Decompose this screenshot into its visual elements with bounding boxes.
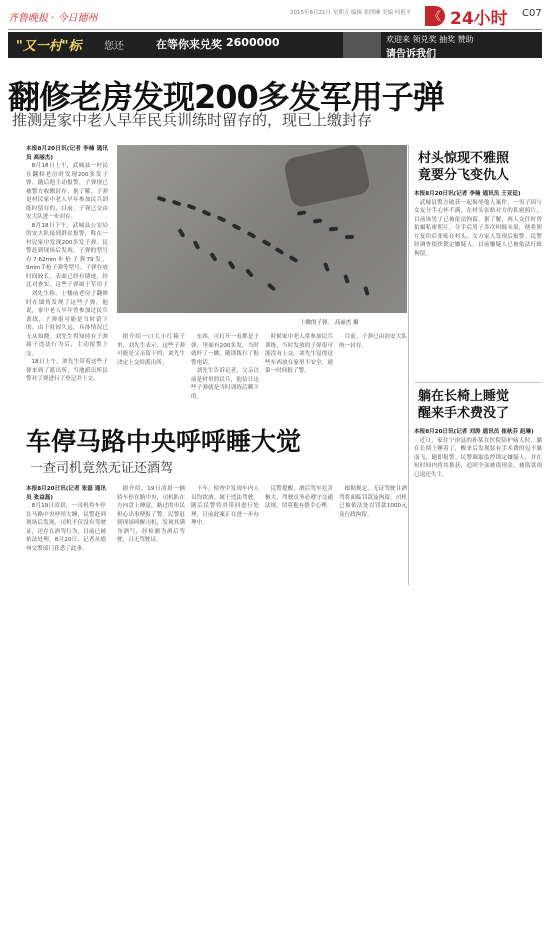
sidebar-rule: [414, 382, 542, 383]
article2-paragraph: 8月19日凌晨，一司机将车停在马路中央呼呼大睡，民警赶到现场后发现，司机不仅没有驾驶证，还存在酒驾行为，目前已被依法处理。8月20日，记者从德州交警部门获悉了此事。: [26, 503, 106, 552]
ad-amount: 2600000: [226, 36, 280, 49]
main-column-4: [191, 333, 259, 401]
side2-paragraph: 近日，家住宁津县的孙某在医院陪护病人时，躺在长椅上睡着了，醒来后发现装有手术费的包不翼而飞，随即报警。民警调取监控锁定嫌疑人，并在短时间内将其抓获，追回全部被盗现金，被盗款项已退还失主。: [414, 437, 542, 478]
page-header: [0, 0, 550, 30]
ad-brand: "又一村"标: [16, 39, 82, 54]
article2-column-4: [265, 485, 333, 585]
side1-headline-line1: 村头惊现不雅照: [418, 151, 510, 166]
ad-banner[interactable]: [8, 32, 542, 58]
main-subhead: 推测是家中老人早年民兵训练时留存的，现已上缴封存: [12, 111, 373, 129]
photo-caption: 上缴的子弹。 高丽杰 摄: [300, 320, 359, 326]
main-paragraph: 刘先生告诉记者，父亲以前是村里的民兵，他估计这些子弹就是当时训练后剩下的。: [191, 368, 259, 400]
main-column-2: [26, 290, 108, 408]
section-title: 24小时: [450, 9, 508, 29]
section-mark-icon: 《: [425, 6, 445, 26]
side2-body: [414, 428, 542, 585]
ad-tagline: 在等你来兑奖: [156, 38, 222, 51]
issue-meta: 2015年8月21日 星期五 编辑 张晓琳 美编 何艳平: [290, 10, 412, 16]
article2-byline: 本报8月20日讯(记者 张磊 通讯员 张益磊): [26, 486, 106, 501]
main-headline: 翻修老房发现200多发军用子弹: [8, 78, 444, 116]
header-rule: [8, 29, 542, 30]
side1-body: [414, 190, 542, 374]
main-paragraph: 18日上午，刘先生带着这些子弹来到了派出所，当地派出所民警对子弹进行了登记并上交。: [26, 359, 108, 382]
newspaper-brand: 齐鲁晚报 · 今日德州: [8, 13, 98, 24]
ad-line1: 欢迎来 领兑奖 抽奖 赞助: [386, 35, 474, 44]
main-paragraph: 目前，子弹已由治安大队统一封存。: [339, 334, 407, 349]
page-number: C07: [522, 8, 542, 19]
side2-headline-line2: 醒来手术费没了: [418, 406, 510, 421]
article2-column-3: [191, 485, 259, 585]
bullet-shell: [345, 235, 354, 240]
article2-column-2: [117, 485, 185, 585]
article2-paragraph: 民警提醒，酒后驾车危害极大，驾驶员务必遵守交通法规，切莫抱有侥幸心理。: [265, 486, 333, 509]
article2-headline: 车停马路中央呼呼睡大觉: [26, 427, 302, 456]
main-column-5: [265, 333, 333, 401]
ad-line2: 请告诉我们: [386, 49, 436, 58]
main-column-3: [117, 333, 185, 401]
article2-column-5: [339, 485, 407, 585]
ad-person-image: [343, 32, 381, 58]
article2-paragraph: 据介绍，19日凌晨一辆轿车停在路中央，司机趴在方向盘上睡觉，路过的市民担心出事便报了警。民警赶到现场叫醒司机，发现其满身酒气，经检测为酒后驾驶，且无驾驶证。: [117, 486, 185, 543]
main-paragraph: 时候家中老人常参加民兵训练，当时发放的子弹很可能没有上交。刘先生觉得这些东西放在家里不安全，就第一时间报了警。: [265, 334, 333, 374]
main-paragraph: 据介绍一口大小红箱子里，刘先生表示，这些子弹可能是父亲留下的，刘先生决定上交给派出所。: [117, 334, 185, 366]
sidebar-divider: [408, 145, 409, 585]
article2-paragraph: 下车，检查中发现车内人员均饮酒，属于违法驾驶，随后民警将其带回进行处理，目前此案正在进一步办理中。: [191, 486, 259, 526]
article2-column-1: [26, 485, 106, 585]
main-column-1: [26, 145, 108, 287]
side2-byline: 本报8月20日讯(记者 刘涛 通讯员 崔秋芬 赵琳): [414, 429, 534, 435]
ad-prefix: 您还: [104, 41, 124, 52]
main-paragraph: 8月18日下午，武城县公安局的安大队接到群众报警，称在一村民家中发现200多发子弹。民警赶到现场后发现，子弹的型号有7.62mm步枪子弹79发，9mm手枪子弹等型号。子弹存放时间较长，表面已经有锈迹，经比对查实，这些子弹属于军用子: [26, 222, 108, 287]
main-paragraph: 东西，可打开一看都是子弹，里面有200多发，当时就吓了一跳，随即拨打了报警电话。: [191, 334, 259, 366]
article2-subhead: 一查司机竟然无证还酒驾: [30, 461, 174, 476]
main-paragraph: 8月18日上午，武城县一村民在翻修老房时发现200多发子弹，随后他主动报警，子弹现已被警方收缴封存。据了解，子弹是村民家中老人早年参加民兵训练时留存的，目前，子弹已交由安大队进一步封存。: [26, 163, 108, 220]
side1-headline-line2: 竟要分飞变仇人: [418, 168, 510, 183]
bullets-photo: [117, 145, 407, 313]
main-column-6: [339, 333, 407, 401]
side2-headline-line1: 躺在长椅上睡觉: [418, 389, 510, 404]
main-paragraph: 刘先生称，上楼前老房子翻修时在墙角发现了这些子弹，他说，家中老人早年曾参加过民兵训练，子弹很可能是当时留下的。由于时间久远，具体情况已无从知晓。刘先生得知持有子弹属于违法行为后，主动报警上交。: [26, 291, 108, 357]
side1-byline: 本报8月20日讯(记者 李楠 通讯员 王亚廷): [414, 191, 521, 197]
main-byline: 本报8月20日讯(记者 李楠 通讯员 高丽杰): [26, 146, 108, 161]
article2-paragraph: 根据规定，无证驾驶且酒驾将面临罚款及拘留，司机已被依法处以罚款1000元及行政拘留。: [339, 486, 407, 518]
side1-paragraph: 武城县警方破获一起侮辱他人案件，一男子因与女友分手心怀不满，在村头张贴对方的私密照片，目前该男子已被依法拘留。据了解，两人交往时曾拍摄私密照片，分手后男子多次纠缠未果，便将照片复印后张贴在村头，女方家人发现后报警。民警经调查很快锁定嫌疑人，目前嫌疑人已被依法行政拘留。: [414, 199, 542, 257]
